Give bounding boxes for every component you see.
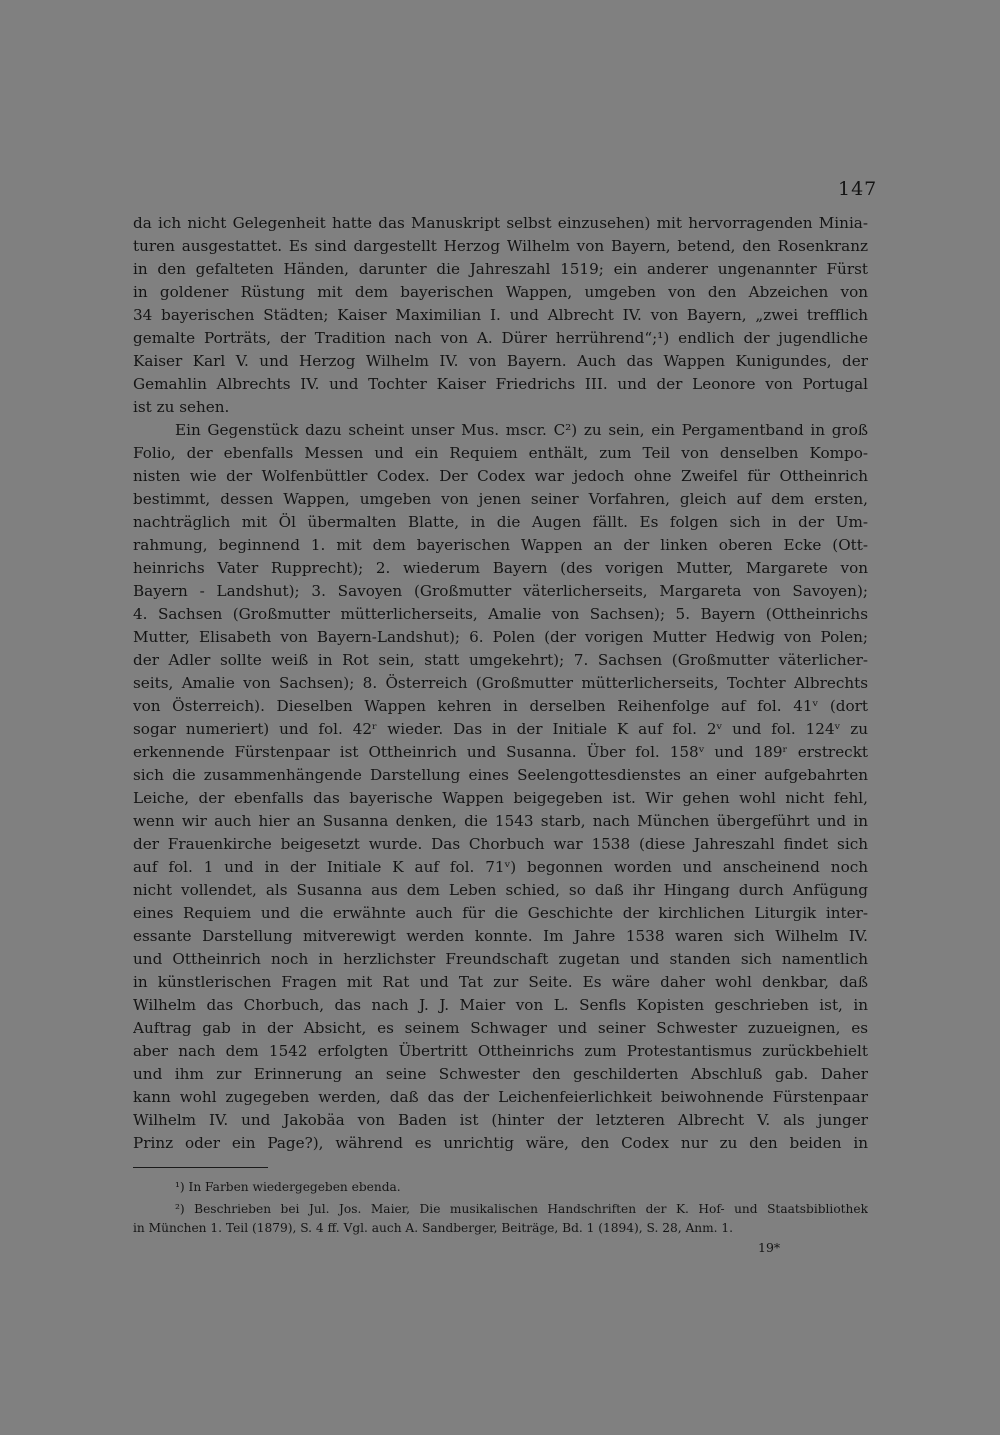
body-line: kann wohl zugegeben werden, daß das der Leichenfeierlichkeit beiwohnende Fürstenpaar [133, 1088, 868, 1106]
body-line: Wilhelm IV. und Jakobäa von Baden ist (hinter der letzteren Albrecht V. als junger [133, 1111, 868, 1129]
body-line: auf fol. 1 und in der Initiale K auf fol. 71ᵛ) begonnen worden und anscheinend noch [133, 858, 868, 876]
body-line: Ein Gegenstück dazu scheint unser Mus. mscr. C²) zu sein, ein Pergamentband in groß [175, 421, 868, 439]
body-line: erkennende Fürstenpaar ist Ottheinrich und Susanna. Über fol. 158ᵛ und 189ʳ erstreckt [133, 743, 868, 761]
body-line: Gemahlin Albrechts IV. und Tochter Kaiser Friedrichs III. und der Leonore von Portugal [133, 375, 868, 393]
body-line: seits, Amalie von Sachsen); 8. Österreich (Großmutter mütterlicherseits, Tochter Albrechts [133, 674, 868, 692]
body-line: Wilhelm das Chorbuch, das nach J. J. Maier von L. Senfls Kopisten geschrieben ist, in [133, 996, 868, 1014]
body-line: und ihm zur Erinnerung an seine Schwester den geschilderten Abschluß gab. Daher [133, 1065, 868, 1083]
body-line: Bayern - Landshut); 3. Savoyen (Großmutter väterlicherseits, Margareta von Savoyen); [133, 582, 868, 600]
body-line: heinrichs Vater Rupprecht); 2. wiederum Bayern (des vorigen Mutter, Margarete von [133, 559, 868, 577]
body-line: nachträglich mit Öl übermalten Blatte, in die Augen fällt. Es folgen sich in der Um- [133, 513, 868, 531]
body-line: 4. Sachsen (Großmutter mütterlicherseits, Amalie von Sachsen); 5. Bayern (Ottheinrichs [133, 605, 868, 623]
page-number: 147 [838, 178, 878, 200]
body-line: in den gefalteten Händen, darunter die Jahreszahl 1519; ein anderer ungenannter Fürst [133, 260, 868, 278]
body-line: nicht vollendet, als Susanna aus dem Leben schied, so daß ihr Hingang durch Anfügung [133, 881, 868, 899]
body-line: nisten wie der Wolfenbüttler Codex. Der Codex war jedoch ohne Zweifel für Ottheinrich [133, 467, 868, 485]
signature-mark: 19* [758, 1240, 781, 1255]
footnote-rule [133, 1167, 268, 1168]
body-line: von Österreich). Dieselben Wappen kehren in derselben Reihenfolge auf fol. 41ᵛ (dort [133, 697, 868, 715]
footnote-continuation: in München 1. Teil (1879), S. 4 ff. Vgl. auch A. Sandberger, Beiträge, Bd. 1 (1894), S. 28, Anm. 1. [133, 1221, 734, 1235]
footnote: ²) Beschrieben bei Jul. Jos. Maier, Die musikalischen Handschriften der K. Hof- und Staatsbibliothek [175, 1202, 868, 1216]
body-line: Kaiser Karl V. und Herzog Wilhelm IV. von Bayern. Auch das Wappen Kunigundes, der [133, 352, 868, 370]
body-line: bestimmt, dessen Wappen, umgeben von jenen seiner Vorfahren, gleich auf dem ersten, [133, 490, 868, 508]
body-line: rahmung, beginnend 1. mit dem bayerischen Wappen an der linken oberen Ecke (Ott- [133, 536, 868, 554]
body-line: in künstlerischen Fragen mit Rat und Tat zur Seite. Es wäre daher wohl denkbar, daß [133, 973, 868, 991]
body-line: 34 bayerischen Städten; Kaiser Maximilian I. und Albrecht IV. von Bayern, „zwei trefflich [133, 306, 868, 324]
body-line: der Adler sollte weiß in Rot sein, statt umgekehrt); 7. Sachsen (Großmutter väterlicher- [133, 651, 868, 669]
footnote: ¹) In Farben wiedergegeben ebenda. [175, 1180, 401, 1194]
body-line: eines Requiem und die erwähnte auch für die Geschichte der kirchlichen Liturgik inter- [133, 904, 868, 922]
body-line: Auftrag gab in der Absicht, es seinem Schwager und seiner Schwester zuzueignen, es [133, 1019, 868, 1037]
body-line: turen ausgestattet. Es sind dargestellt Herzog Wilhelm von Bayern, betend, den Rosenkranz [133, 237, 868, 255]
body-line: Mutter, Elisabeth von Bayern-Landshut); 6. Polen (der vorigen Mutter Hedwig von Polen; [133, 628, 868, 646]
body-line: wenn wir auch hier an Susanna denken, die 1543 starb, nach München übergeführt und in [133, 812, 868, 830]
body-line: der Frauenkirche beigesetzt wurde. Das Chorbuch war 1538 (diese Jahreszahl findet sich [133, 835, 868, 853]
body-line: Prinz oder ein Page?), während es unrichtig wäre, den Codex nur zu den beiden in [133, 1134, 868, 1152]
body-line: und Ottheinrich noch in herzlichster Freundschaft zugetan und standen sich namentlich [133, 950, 868, 968]
body-line: gemalte Porträts, der Tradition nach von A. Dürer herrührend“;¹) endlich der jugendliche [133, 329, 868, 347]
body-line: da ich nicht Gelegenheit hatte das Manuskript selbst einzusehen) mit hervorragenden Minia- [133, 214, 868, 232]
body-line: sogar numeriert) und fol. 42ʳ wieder. Das in der Initiale K auf fol. 2ᵛ und fol. 124ᵛ zu [133, 720, 868, 738]
body-line: sich die zusammenhängende Darstellung eines Seelengottesdienstes an einer aufgebahrten [133, 766, 868, 784]
body-line: aber nach dem 1542 erfolgten Übertritt Ottheinrichs zum Protestantismus zurückbehielt [133, 1042, 868, 1060]
body-line: ist zu sehen. [133, 398, 230, 416]
body-line: Leiche, der ebenfalls das bayerische Wappen beigegeben ist. Wir gehen wohl nicht fehl, [133, 789, 868, 807]
body-line: Folio, der ebenfalls Messen und ein Requiem enthält, zum Teil von denselben Kompo- [133, 444, 868, 462]
body-line: in goldener Rüstung mit dem bayerischen Wappen, umgeben von den Abzeichen von [133, 283, 868, 301]
body-line: essante Darstellung mitverewigt werden konnte. Im Jahre 1538 waren sich Wilhelm IV. [133, 927, 868, 945]
